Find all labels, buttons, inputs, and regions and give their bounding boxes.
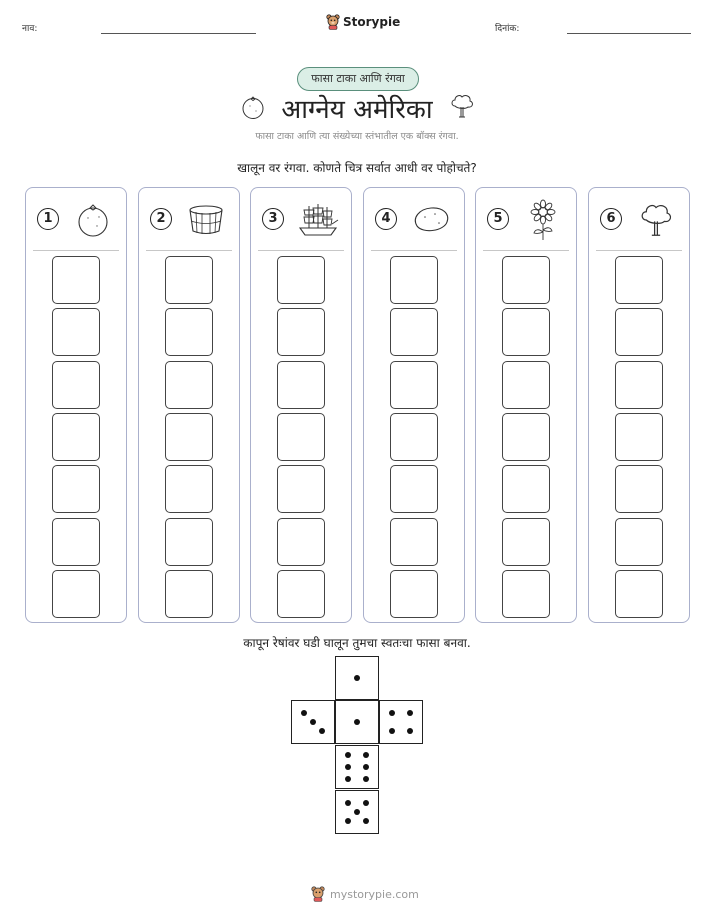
color-box[interactable]	[390, 465, 438, 513]
name-label: नाव:	[22, 24, 38, 34]
activity-tag: फासा टाका आणि रंगवा	[297, 67, 419, 91]
column-number: 1	[37, 208, 59, 230]
column-5	[475, 187, 577, 623]
color-box[interactable]	[277, 308, 325, 356]
color-box[interactable]	[615, 518, 663, 566]
die-pip	[363, 764, 369, 770]
color-box[interactable]	[390, 308, 438, 356]
die-pip	[345, 776, 351, 782]
column-number: 6	[600, 208, 622, 230]
ship-icon	[295, 200, 341, 240]
column-divider	[483, 250, 569, 251]
color-box[interactable]	[277, 518, 325, 566]
column-number: 2	[150, 208, 172, 230]
color-box[interactable]	[165, 256, 213, 304]
die-pip	[354, 719, 360, 725]
die-pip	[407, 710, 413, 716]
die-face-5	[335, 790, 379, 834]
die-pip	[301, 710, 307, 716]
die-face-1	[335, 700, 379, 744]
tree-icon	[449, 92, 475, 120]
footer	[310, 886, 419, 902]
die-pip	[319, 728, 325, 734]
subtitle: फासा टाका आणि त्या संख्येच्या स्तंभातील एक बॉक्स रंगवा.	[255, 131, 459, 142]
tree-icon	[633, 200, 679, 240]
color-box[interactable]	[165, 413, 213, 461]
color-box[interactable]	[277, 361, 325, 409]
color-box[interactable]	[502, 518, 550, 566]
color-box[interactable]	[502, 413, 550, 461]
color-box[interactable]	[52, 413, 100, 461]
die-face-1	[335, 656, 379, 700]
die-pip	[345, 752, 351, 758]
color-box[interactable]	[277, 413, 325, 461]
color-box[interactable]	[502, 308, 550, 356]
color-box[interactable]	[52, 361, 100, 409]
color-box[interactable]	[165, 570, 213, 618]
column-divider	[258, 250, 344, 251]
potato-icon	[408, 200, 454, 240]
column-divider	[596, 250, 682, 251]
color-box[interactable]	[277, 256, 325, 304]
column-divider	[371, 250, 457, 251]
die-pip	[407, 728, 413, 734]
brand-name: Storypie	[343, 15, 401, 29]
die-pip	[363, 800, 369, 806]
column-4	[363, 187, 465, 623]
color-box[interactable]	[390, 256, 438, 304]
die-pip	[345, 818, 351, 824]
die-pip	[354, 809, 360, 815]
die-pip	[363, 818, 369, 824]
color-box[interactable]	[502, 256, 550, 304]
die-pip	[345, 764, 351, 770]
page-title: आग्नेय अमेरिका	[281, 95, 433, 125]
column-6	[588, 187, 690, 623]
column-3	[250, 187, 352, 623]
color-box[interactable]	[52, 518, 100, 566]
color-box[interactable]	[502, 361, 550, 409]
die-pip	[363, 776, 369, 782]
color-box[interactable]	[615, 361, 663, 409]
footer-site: mystorypie.com	[330, 887, 419, 901]
color-box[interactable]	[52, 570, 100, 618]
bear-icon	[326, 14, 340, 30]
die-face-3	[291, 700, 335, 744]
color-box[interactable]	[390, 570, 438, 618]
color-box[interactable]	[615, 308, 663, 356]
column-number: 4	[375, 208, 397, 230]
die-face-6	[335, 745, 379, 789]
die-face-4	[379, 700, 423, 744]
die-pip	[389, 728, 395, 734]
color-box[interactable]	[502, 570, 550, 618]
color-box[interactable]	[615, 413, 663, 461]
color-box[interactable]	[165, 465, 213, 513]
orange-icon	[240, 94, 266, 120]
drum-icon	[183, 200, 229, 240]
die-pip	[345, 800, 351, 806]
color-box[interactable]	[390, 413, 438, 461]
color-box[interactable]	[52, 256, 100, 304]
die-pip	[363, 752, 369, 758]
color-box[interactable]	[615, 570, 663, 618]
color-box[interactable]	[615, 256, 663, 304]
orange-icon	[70, 200, 116, 240]
column-divider	[33, 250, 119, 251]
color-box[interactable]	[390, 518, 438, 566]
color-box[interactable]	[277, 570, 325, 618]
sunflower-icon	[520, 200, 566, 240]
date-label: दिनांक:	[495, 24, 520, 34]
column-divider	[146, 250, 232, 251]
die-pip	[354, 675, 360, 681]
color-box[interactable]	[277, 465, 325, 513]
column-number: 5	[487, 208, 509, 230]
date-line[interactable]	[567, 33, 691, 34]
die-pip	[389, 710, 395, 716]
color-box[interactable]	[390, 361, 438, 409]
column-2	[138, 187, 240, 623]
color-box[interactable]	[165, 518, 213, 566]
column-number: 3	[262, 208, 284, 230]
coloring-instruction: खालून वर रंगवा. कोणते चित्र सर्वात आधी वर पोहोचते?	[237, 161, 477, 175]
column-1	[25, 187, 127, 623]
dice-instruction: कापून रेषांवर घडी घालून तुमचा स्वतःचा फासा बनवा.	[243, 636, 471, 650]
color-box[interactable]	[52, 308, 100, 356]
color-box[interactable]	[615, 465, 663, 513]
color-box[interactable]	[52, 465, 100, 513]
name-line[interactable]	[101, 33, 256, 34]
color-box[interactable]	[502, 465, 550, 513]
color-box[interactable]	[165, 308, 213, 356]
color-box[interactable]	[165, 361, 213, 409]
bear-icon	[310, 886, 326, 902]
die-pip	[310, 719, 316, 725]
brand-logo	[326, 14, 400, 30]
